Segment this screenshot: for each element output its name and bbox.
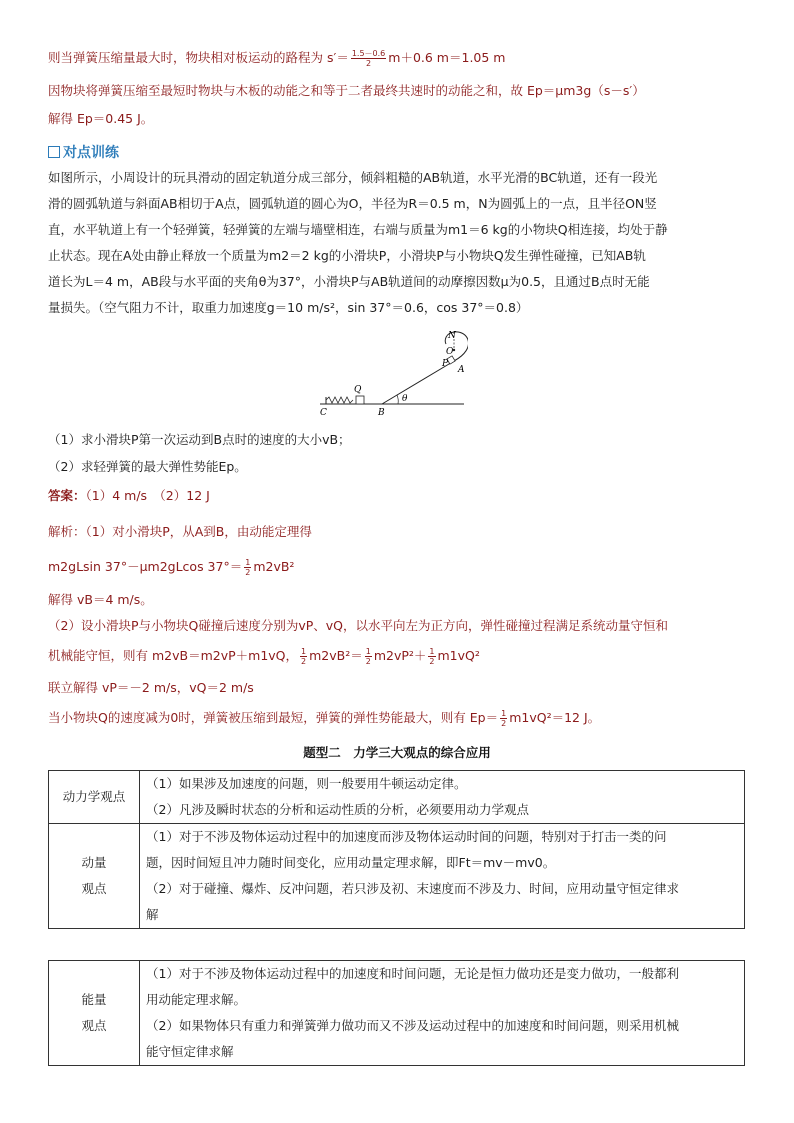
block-p (447, 356, 455, 364)
label-a: A (458, 365, 465, 375)
heading-text: 对点训练 (63, 145, 119, 161)
problem-line-6: 量损失。（空气阻力不计，取重力加速度g＝10 m/s²，sin 37°＝0.6，cos 37°＝0.8） (48, 300, 529, 315)
text-segment: 当小物块Q的速度减为0时，弹簧被压缩到最短，弹簧的弹性势能最大，则有 Ep＝ (48, 710, 499, 725)
table-row (49, 824, 745, 929)
content-line: （2）对于碰撞、爆炸、反冲问题，若只涉及初、末速度而不涉及力、时间，应用动量守恒定律求 (146, 881, 679, 896)
fraction-denominator: 2 (245, 568, 251, 577)
row-header-dynamics: 动力学观点 (49, 771, 140, 824)
solution-line-1: 解析：（1）对小滑块P，从A到B，由动能定理得 (48, 524, 312, 539)
content-line: （1）对于不涉及物体运动过程中的加速度而涉及物体运动时间的问题，特别对于打击一类的问 (146, 829, 667, 844)
text-segment: m2vB² (253, 559, 295, 574)
solution-line-7 (48, 708, 746, 728)
fraction (351, 49, 386, 68)
fraction-numerator: 1 (429, 647, 435, 656)
solution-line-5 (48, 646, 746, 666)
label-c: C (320, 408, 327, 418)
solution-line-path (48, 48, 746, 68)
problem-line-3: 直，水平轨道上有一个轻弹簧，轻弹簧的左端与墙壁相连，右端与质量为m1＝6 kg的小物块Q相连接，均处于静 (48, 222, 668, 237)
fraction-numerator: 1 (301, 647, 307, 656)
block-q (356, 396, 364, 404)
text-segment: m＋0.6 m＝1.05 m (388, 50, 506, 65)
header-line: 能量 (81, 992, 107, 1007)
fraction (428, 647, 435, 666)
text-segment: 则当弹簧压缩量最大时，物块相对板运动的路程为 s′＝ (48, 50, 349, 65)
row-header-energy (49, 961, 140, 1066)
fraction-denominator: 2 (366, 59, 372, 68)
question-1: （1）求小滑块P第一次运动到B点时的速度的大小vB； (48, 432, 351, 447)
content-line: （1）对于不涉及物体运动过程中的加速度和时间问题，无论是恒力做功还是变力做功，一般都利 (146, 966, 679, 981)
label-n: N (448, 331, 456, 341)
section-title: 题型二 力学三大观点的综合应用 (303, 745, 491, 760)
answer-label: 答案： (48, 488, 86, 503)
header-line: 观点 (81, 1018, 107, 1033)
answer-line (48, 486, 746, 506)
text-segment: 机械能守恒，则有 m2vB＝m2vP＋m1vQ， (48, 648, 299, 663)
text-segment: m1vQ² (437, 648, 480, 663)
fraction (365, 647, 372, 666)
track-diagram (318, 328, 468, 420)
content-line: 能守恒定律求解 (146, 1044, 234, 1059)
table-row (49, 771, 745, 824)
solution-line-6: 联立解得 vP＝－2 m/s，vQ＝2 m/s (48, 680, 254, 695)
content-line: （2）凡涉及瞬时状态的分析和运动性质的分析，必须要用动力学观点 (146, 802, 529, 817)
label-theta: θ (402, 394, 408, 404)
content-line: 解 (146, 907, 159, 922)
spring (326, 397, 353, 403)
row-content-momentum (140, 824, 745, 929)
problem-line-1: 如图所示，小周设计的玩具滑动的固定轨道分成三部分，倾斜粗糙的AB轨道，水平光滑的BC轨道，还有一段光 (48, 170, 658, 185)
fraction-numerator: 1 (245, 558, 251, 567)
fraction (300, 647, 307, 666)
fraction (500, 709, 507, 728)
fraction-denominator: 2 (301, 657, 307, 666)
fraction-numerator: 1 (365, 647, 371, 656)
row-content-dynamics (140, 771, 745, 824)
fraction-denominator: 2 (365, 657, 371, 666)
header-line: 观点 (81, 881, 107, 896)
content-line: 用动能定理求解。 (146, 992, 247, 1007)
text-segment: m1vQ²＝12 J。 (509, 710, 601, 725)
fraction (244, 558, 251, 577)
table-row (49, 961, 745, 1066)
fraction-numerator: 1 (501, 709, 507, 718)
solution-line-3: 解得 vB＝4 m/s。 (48, 592, 153, 607)
label-p: P (442, 359, 449, 369)
row-header-momentum (49, 824, 140, 929)
solution-line-2 (48, 557, 746, 577)
section-heading-practice (48, 142, 119, 162)
label-b: B (378, 408, 385, 418)
row-content-energy (140, 961, 745, 1066)
text-segment: m2gLsin 37°－μm2gLcos 37°＝ (48, 559, 243, 574)
label-q: Q (354, 385, 362, 395)
problem-line-4: 止状态。现在A处由静止释放一个质量为m2＝2 kg的小滑块P，小滑块P与小物块Q发生弹性碰撞，已知AB轨 (48, 248, 646, 263)
text-segment: m2vP²＋ (373, 648, 427, 663)
text-segment: m2vB²＝ (309, 648, 363, 663)
viewpoints-table-1 (48, 770, 745, 929)
solution-line-energy: 因物块将弹簧压缩至最短时物块与木板的动能之和等于二者最终共速时的动能之和，故 Ep＝μm3g（s－s′） (48, 83, 645, 98)
solution-line-4: （2）设小滑块P与小物块Q碰撞后速度分别为vP、vQ，以水平向左为正方向，弹性碰撞过程满足系统动量守恒和 (48, 618, 669, 633)
content-line: （1）如果涉及加速度的问题，则一般要用牛顿运动定律。 (146, 776, 467, 791)
answer-text: （1）4 m/s （2）12 J (85, 488, 210, 503)
viewpoints-table-2 (48, 960, 745, 1066)
solution-line-result: 解得 Ep＝0.45 J。 (48, 111, 154, 126)
question-2: （2）求轻弹簧的最大弹性势能Ep。 (48, 459, 247, 474)
angle-arc (397, 395, 398, 404)
header-line: 动量 (81, 855, 107, 870)
problem-line-5: 道长为L＝4 m，AB段与水平面的夹角θ为37°，小滑块P与AB轨道间的动摩擦因数μ为0.5，且通过B点时无能 (48, 274, 650, 289)
problem-line-2: 滑的圆弧轨道与斜面AB相切于A点，圆弧轨道的圆心为O，半径为R＝0.5 m，N为圆弧上的一点，且半径ON竖 (48, 196, 657, 211)
fraction-numerator: 1.5－0.6 (351, 49, 386, 58)
checkbox-square-icon (48, 146, 60, 158)
label-o: O (446, 347, 454, 357)
fraction-denominator: 2 (501, 719, 507, 728)
fraction-denominator: 2 (429, 657, 435, 666)
content-line: 题，因时间短且冲力随时间变化，应用动量定理求解，即Ft＝mv－mv0。 (146, 855, 556, 870)
content-line: （2）如果物体只有重力和弹簧弹力做功而又不涉及运动过程中的加速度和时间问题，则采用机械 (146, 1018, 679, 1033)
